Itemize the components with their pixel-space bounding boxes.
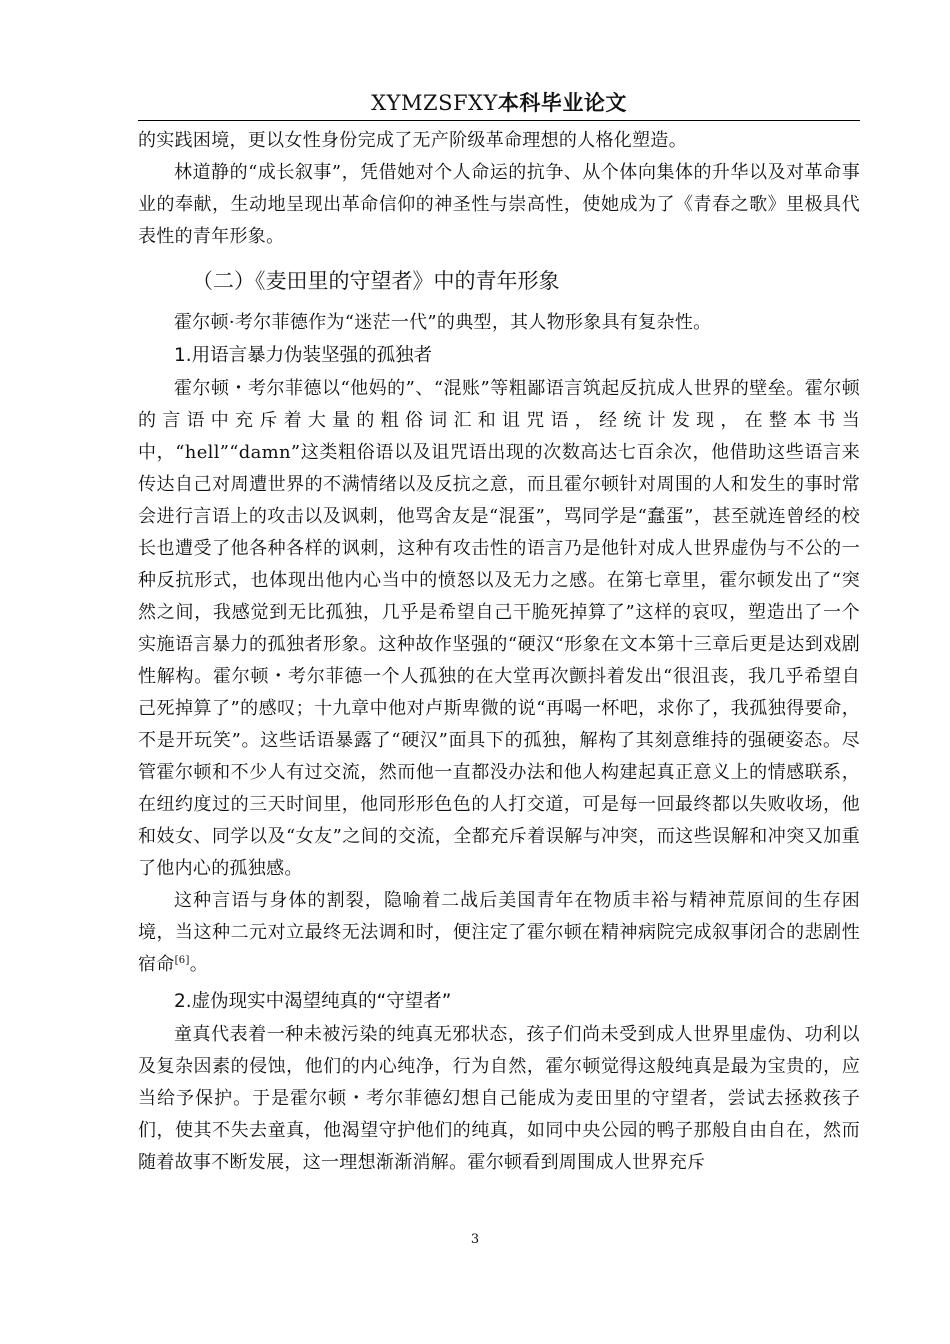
running-header xyxy=(138,88,860,121)
subsection-heading: 1.用语言暴力伪装坚强的孤独者 xyxy=(174,345,433,366)
paragraph: 霍尔顿·考尔菲德作为“迷茫一代”的典型，其人物形象具有复杂性。 xyxy=(174,312,712,333)
subsection-heading: 2.虚伪现实中渴望纯真的“守望者” xyxy=(174,991,452,1012)
paragraph-text: 这种言语与身体的割裂，隐喻着二战后美国青年在物质丰裕与精神荒原间的生存困境，当这种二元对立最终无法调和时，便注定了霍尔顿在精神病院完成叙事闭合的悲剧性宿命 xyxy=(138,890,860,975)
page-number: 3 xyxy=(470,1232,480,1247)
section-heading: （二）《麦田里的守望者》中的青年形象 xyxy=(192,269,560,293)
paragraph: 的实践困境，更以女性身份完成了无产阶级革命理想的人格化塑造。 xyxy=(138,130,687,151)
paragraph: 童真代表着一种未被污染的纯真无邪状态，孩子们尚未受到成人世界里虚伪、功利以及复杂因素的侵蚀，他们的内心纯净，行为自然，霍尔顿觉得这般纯真是最为宝贵的，应当给予保护。于是霍尔顿・考尔菲德幻想自己能成为麦田里的守望者，尝试去拯救孩子们，使其不失去童真，他渴望守护他们的纯真，如同中央公园的鸭子那般自由自在，然而随着故事不断发展，这一理想渐渐消解。霍尔顿看到周围成人世界充斥 xyxy=(138,1024,860,1173)
header-title: 本科毕业论文 xyxy=(497,91,627,115)
paragraph: 林道静的“成长叙事”，凭借她对个人命运的抗争、从个体向集体的升华以及对革命事业的奉献，生动地呈现出革命信仰的神圣性与崇高性，使她成为了《青春之歌》里极具代表性的青年形象。 xyxy=(138,162,860,247)
body-text xyxy=(138,125,860,1179)
paragraph xyxy=(138,885,860,981)
paragraph-end: 。 xyxy=(189,954,208,975)
citation-ref: [6] xyxy=(174,955,190,966)
paragraph: 霍尔顿・考尔菲德以“他妈的”、“混账”等粗鄙语言筑起反抗成人世界的壁垒。霍尔顿的言语中充斥着大量的粗俗词汇和诅咒语，经统计发现，在整本书当中，“hell”“damn”这类粗俗语以及诅咒语出现的次数高达七百余次，他借助这些语言来传达自己对周遭世界的不满情绪以及反抗之意，而且霍尔顿针对周围的人和发生的事时常会进行言语上的攻击以及讽刺，他骂舍友是“混蛋”，骂同学是“蠢蛋”，甚至就连曾经的校长也遭受了他各种各样的讽刺，这种有攻击性的语言乃是他针对成人世界虚伪与不公的一种反抗形式，也体现出他内心当中的愤怒以及无力之感。在第七章里，霍尔顿发出了“突然之间，我感觉到无比孤独，几乎是希望自己干脆死掉算了”这样的哀叹，塑造出了一个实施语言暴力的孤独者形象。这种故作坚强的“硬汉“形象在文本第十三章后更是达到戏剧性解构。霍尔顿・考尔菲德一个人孤独的在大堂再次颤抖着发出“很沮丧，我几乎希望自己死掉算了”的感叹；十九章中他对卢斯卑微的说“再喝一杯吧，求你了，我孤独得要命，不是开玩笑”。这些话语暴露了“硬汉”面具下的孤独，解构了其刻意维持的强硬姿态。尽管霍尔顿和不少人有过交流，然而他一直都没办法和他人构建起真正意义上的情感联系，在纽约度过的三天时间里，他同形形色色的人打交道，可是每一回最终都以失败收场，他和妓女、同学以及“女友”之间的交流，全都充斥着误解与冲突，而这些误解和冲突又加重了他内心的孤独感。 xyxy=(138,378,860,879)
header-code: XYMZSFXY xyxy=(371,91,498,115)
